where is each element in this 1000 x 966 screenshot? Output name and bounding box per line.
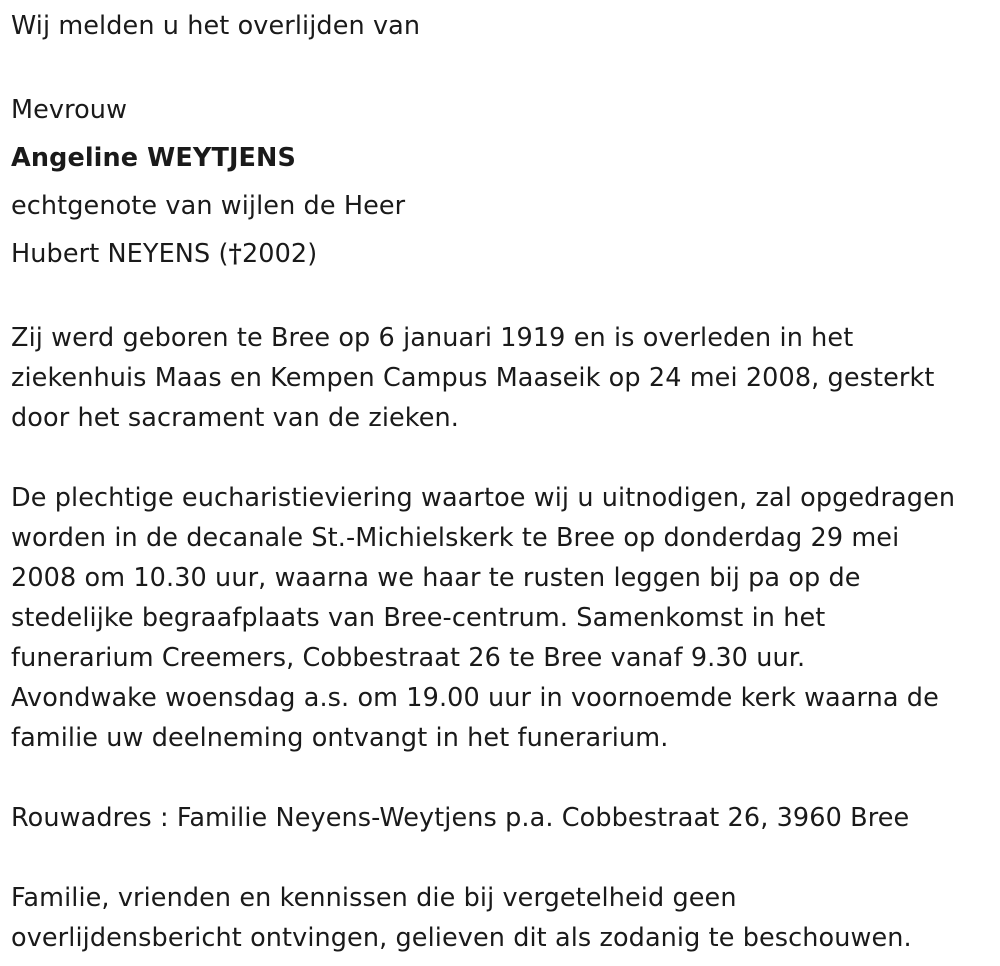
birth-death-paragraph — [11, 318, 996, 438]
paragraph-line: Avondwake woensdag a.s. om 19.00 uur in voornoemde kerk waarna de — [11, 683, 939, 713]
paragraph-line: De plechtige eucharistieviering waartoe wij u uitnodigen, zal opgedragen — [11, 483, 956, 513]
spacer — [11, 278, 996, 318]
ceremony-paragraph — [11, 478, 996, 758]
paragraph-line: Zij werd geboren te Bree op 6 januari 1919 en is overleden in het — [11, 323, 854, 353]
spacer — [11, 838, 996, 878]
deceased-name: Angeline WEYTJENS — [11, 143, 296, 173]
paragraph-line: funerarium Creemers, Cobbestraat 26 te Bree vanaf 9.30 uur. — [11, 643, 806, 673]
spacer — [11, 758, 996, 798]
obituary-notice — [11, 6, 996, 958]
spacer — [11, 46, 996, 86]
spacer — [11, 438, 996, 478]
paragraph-line: worden in de decanale St.-Michielskerk te Bree op donderdag 29 mei — [11, 523, 900, 553]
closing-paragraph — [11, 878, 996, 958]
spouse-name: Hubert NEYENS ( — [11, 239, 229, 269]
paragraph-line: 2008 om 10.30 uur, waarna we haar te rusten leggen bij pa op de — [11, 563, 861, 593]
spouse-line — [11, 230, 996, 278]
paragraph-line: ziekenhuis Maas en Kempen Campus Maaseik op 24 mei 2008, gesterkt — [11, 363, 935, 393]
paragraph-line: overlijdensbericht ontvingen, gelieven dit als zodanig te beschouwen. — [11, 923, 912, 953]
paragraph-line: familie uw deelneming ontvangt in het funerarium. — [11, 723, 669, 753]
paragraph-line: Familie, vrienden en kennissen die bij vergetelheid geen — [11, 883, 737, 913]
paragraph-line: door het sacrament van de zieken. — [11, 403, 460, 433]
deceased-block — [11, 86, 996, 278]
paragraph-line: stedelijke begraafplaats van Bree-centrum. Samenkomst in het — [11, 603, 826, 633]
cross-icon: † — [228, 239, 242, 269]
spouse-death-year: 2002) — [241, 239, 318, 269]
mourning-address: Rouwadres : Familie Neyens-Weytjens p.a. Cobbestraat 26, 3960 Bree — [11, 803, 910, 833]
relation-text: echtgenote van wijlen de Heer — [11, 191, 406, 221]
intro-text: Wij melden u het overlijden van — [11, 11, 421, 41]
title-text: Mevrouw — [11, 95, 128, 125]
